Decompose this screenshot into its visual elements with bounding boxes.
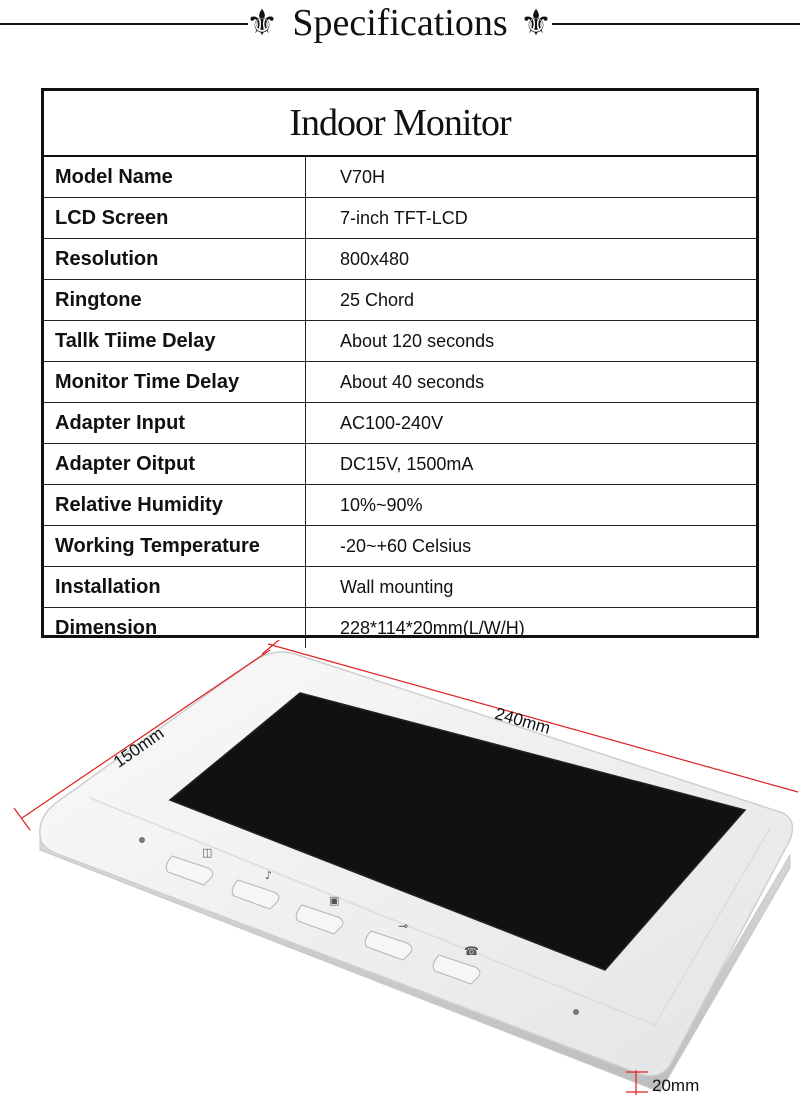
row-label: Model Name <box>44 157 306 197</box>
table-row <box>44 362 756 403</box>
row-value: 228*114*20mm(L/W/H) <box>340 618 525 638</box>
row-value: V70H <box>340 167 386 187</box>
table-row <box>44 280 756 321</box>
fleur-de-lis-icon: ⚜ <box>519 3 553 44</box>
monitor-drawing <box>0 640 800 1105</box>
row-label: Adapter Oitput <box>44 444 306 484</box>
depth-dimension-label: 20mm <box>652 1076 700 1095</box>
table-row <box>44 444 756 485</box>
table-row <box>44 198 756 239</box>
table-title: Indoor Monitor <box>44 91 756 157</box>
key-icon: ⊸ <box>398 919 409 933</box>
indicator-light <box>139 837 145 843</box>
row-value: 7-inch TFT-LCD <box>340 208 468 228</box>
specifications-header <box>0 0 800 50</box>
row-label: Resolution <box>44 239 306 279</box>
row-label: Adapter Input <box>44 403 306 443</box>
indoor-monitor-illustration <box>0 640 800 1105</box>
height-dimension-label: 150mm <box>110 723 168 772</box>
row-label: Relative Humidity <box>44 485 306 525</box>
row-label: LCD Screen <box>44 198 306 238</box>
row-value: Wall mounting <box>340 577 454 597</box>
intercom-icon: ◫ <box>202 846 213 859</box>
row-value: DC15V, 1500mA <box>340 454 474 474</box>
table-row <box>44 403 756 444</box>
row-value: 25 Chord <box>340 290 415 310</box>
row-label: Monitor Time Delay <box>44 362 306 402</box>
row-label: Dimension <box>44 608 306 648</box>
header-rule-left <box>0 23 248 25</box>
table-row <box>44 526 756 567</box>
table-row <box>44 239 756 280</box>
page-title: Specifications <box>292 2 508 44</box>
monitor-icon: ▣ <box>329 894 340 907</box>
music-note-icon: ♪ <box>265 869 273 882</box>
width-dimension-label: 240mm <box>492 704 553 738</box>
table-row <box>44 485 756 526</box>
row-label: Ringtone <box>44 280 306 320</box>
table-row <box>44 157 756 198</box>
row-value: AC100-240V <box>340 413 444 433</box>
spec-table <box>41 88 759 638</box>
fleur-de-lis-icon: ⚜ <box>245 3 279 44</box>
table-row <box>44 567 756 608</box>
row-label: Working Temperature <box>44 526 306 566</box>
row-value: About 120 seconds <box>340 331 495 351</box>
header-rule-right <box>552 23 800 25</box>
row-value: 10%~90% <box>340 495 423 515</box>
row-label: Installation <box>44 567 306 607</box>
row-value: -20~+60 Celsius <box>340 536 472 556</box>
phone-icon: ☎ <box>464 944 479 958</box>
row-value: 800x480 <box>340 249 410 269</box>
row-value: About 40 seconds <box>340 372 485 392</box>
indicator-light <box>573 1009 579 1015</box>
row-label: Tallk Tiime Delay <box>44 321 306 361</box>
table-row <box>44 321 756 362</box>
